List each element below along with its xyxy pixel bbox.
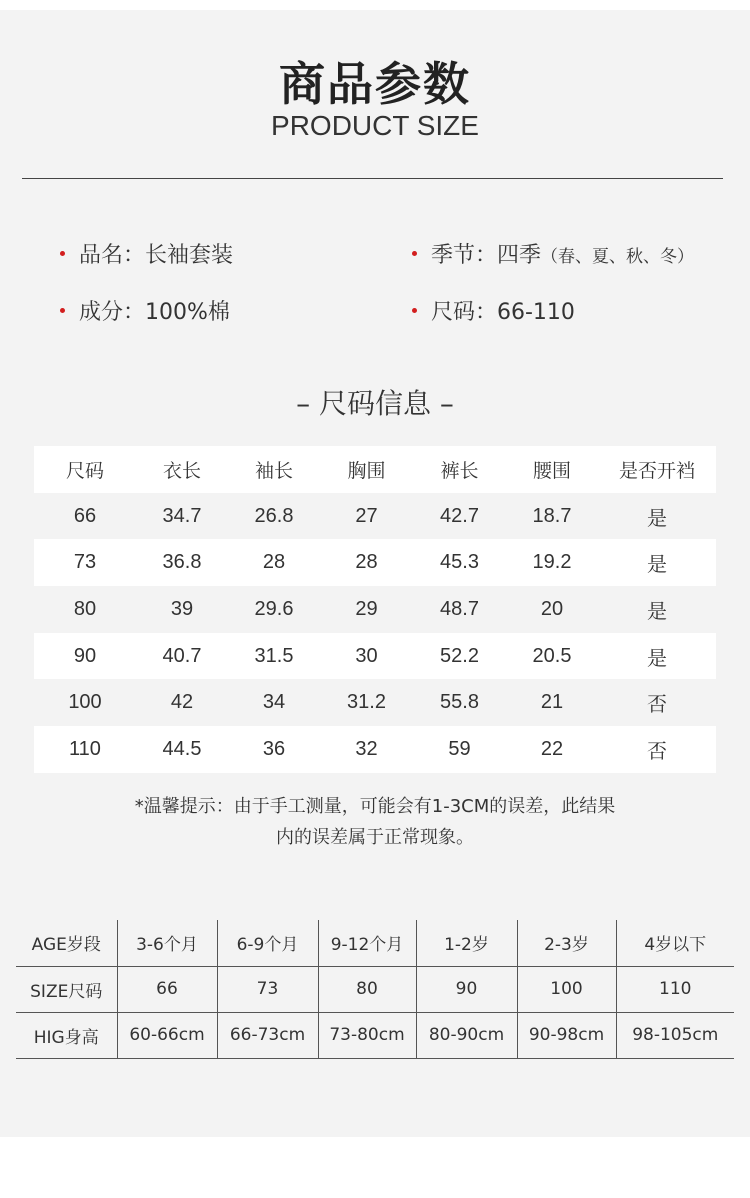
table-cell: 66-73cm — [217, 1012, 318, 1058]
attr-season-detail: （春、夏、秋、冬） — [541, 247, 695, 267]
table-cell: 36 — [262, 737, 286, 760]
table-cell: 100 — [68, 691, 102, 714]
table-cell: 73-80cm — [318, 1012, 416, 1058]
table-cell: 否 — [647, 740, 667, 763]
table-row — [34, 586, 716, 633]
table-cell: 22 — [540, 737, 564, 760]
table-cell: 20.5 — [532, 644, 572, 667]
age-size-table — [16, 920, 734, 1059]
row-label: SIZE尺码 — [16, 966, 117, 1012]
row-label: HIG身高 — [16, 1012, 117, 1058]
table-cell: 20 — [540, 597, 564, 620]
table-cell: 90-98cm — [517, 1012, 616, 1058]
attr-name-text: 品名：长袖套装 — [79, 243, 234, 268]
table-cell: 110 — [616, 966, 734, 1012]
table-cell: 19.2 — [532, 551, 572, 574]
table-cell: 1-2岁 — [416, 920, 517, 966]
attr-name — [60, 238, 233, 269]
table-cell: 28 — [262, 551, 286, 574]
table-cell: 31.5 — [254, 644, 294, 667]
table-cell: 30 — [355, 644, 378, 667]
table-row — [34, 633, 716, 680]
attr-season-text: 季节：四季 — [431, 243, 542, 268]
table-cell: 80 — [73, 597, 97, 620]
table-cell: 26.8 — [254, 504, 294, 527]
table-cell: 6-9个月 — [217, 920, 318, 966]
height-row — [16, 1012, 734, 1058]
table-cell: 80 — [318, 966, 416, 1012]
table-cell: 90 — [416, 966, 517, 1012]
table-cell: 110 — [69, 737, 101, 760]
table-cell: 90 — [73, 644, 97, 667]
table-cell: 42 — [170, 691, 194, 714]
size-table-header — [34, 446, 716, 493]
table-cell: 18.7 — [532, 504, 572, 527]
header-cell: 衣长 — [162, 459, 201, 482]
header-cell: 尺码 — [65, 459, 104, 482]
table-cell: 39 — [170, 597, 194, 620]
attr-size-range — [412, 295, 575, 326]
table-cell: 98-105cm — [616, 1012, 734, 1058]
row-label: AGE岁段 — [16, 920, 117, 966]
bullet-dot-icon — [412, 251, 417, 256]
table-cell: 45.3 — [440, 551, 479, 574]
table-cell: 是 — [647, 600, 667, 623]
attr-season — [412, 238, 694, 269]
header-cell: 是否开裆 — [618, 459, 695, 482]
bullet-dot-icon — [60, 308, 65, 313]
table-cell: 否 — [647, 694, 667, 717]
table-cell: 是 — [647, 647, 667, 670]
table-cell: 55.8 — [440, 691, 479, 714]
table-cell: 66 — [117, 966, 217, 1012]
measurement-tip-line1: *温馨提示：由于手工测量，可能会有1-3CM的误差，此结果 — [134, 796, 616, 817]
table-cell: 34 — [262, 691, 286, 714]
table-cell: 100 — [517, 966, 616, 1012]
age-row — [16, 920, 734, 966]
table-cell: 73 — [217, 966, 318, 1012]
table-cell: 59 — [448, 737, 471, 760]
header-cell: 胸围 — [347, 459, 386, 482]
header-cell: 腰围 — [532, 459, 571, 482]
header-divider — [22, 178, 723, 179]
table-cell: 60-66cm — [117, 1012, 217, 1058]
page-title: 商品参数 — [279, 57, 471, 111]
table-row — [34, 539, 716, 586]
page-subtitle: PRODUCT SIZE — [271, 110, 479, 141]
table-cell: 29.6 — [254, 597, 294, 620]
table-cell: 34.7 — [162, 504, 202, 527]
table-cell: 29 — [355, 597, 378, 620]
bullet-dot-icon — [60, 251, 65, 256]
table-cell: 4岁以下 — [616, 920, 734, 966]
table-row — [34, 493, 716, 540]
table-row — [34, 726, 716, 773]
table-cell: 是 — [647, 554, 667, 577]
measurement-tip-line2: 内的误差属于正常现象。 — [276, 827, 474, 848]
table-cell: 3-6个月 — [117, 920, 217, 966]
attr-material-text: 成分：100%棉 — [79, 300, 230, 325]
attr-size-range-text: 尺码：66-110 — [431, 300, 575, 325]
table-cell: 80-90cm — [416, 1012, 517, 1058]
table-cell: 36.8 — [162, 551, 202, 574]
size-row — [16, 966, 734, 1012]
table-cell: 42.7 — [440, 504, 479, 527]
attr-material — [60, 295, 230, 326]
table-row — [34, 679, 716, 726]
table-cell: 40.7 — [162, 644, 202, 667]
table-cell: 28 — [355, 551, 378, 574]
table-cell: 31.2 — [347, 691, 386, 714]
header-cell: 袖长 — [254, 459, 293, 482]
table-cell: 73 — [73, 551, 97, 574]
table-cell: 是 — [647, 507, 667, 530]
table-cell: 27 — [355, 504, 378, 527]
size-info-title: – 尺码信息 – — [296, 387, 454, 420]
bullet-dot-icon — [412, 308, 417, 313]
table-cell: 21 — [540, 691, 564, 714]
table-cell: 32 — [355, 737, 378, 760]
table-cell: 44.5 — [162, 737, 202, 760]
size-table — [34, 446, 716, 773]
table-cell: 2-3岁 — [517, 920, 616, 966]
table-cell: 9-12个月 — [318, 920, 416, 966]
header-cell: 裤长 — [440, 459, 479, 482]
table-cell: 52.2 — [440, 644, 479, 667]
table-cell: 66 — [73, 504, 97, 527]
table-cell: 48.7 — [440, 597, 479, 620]
